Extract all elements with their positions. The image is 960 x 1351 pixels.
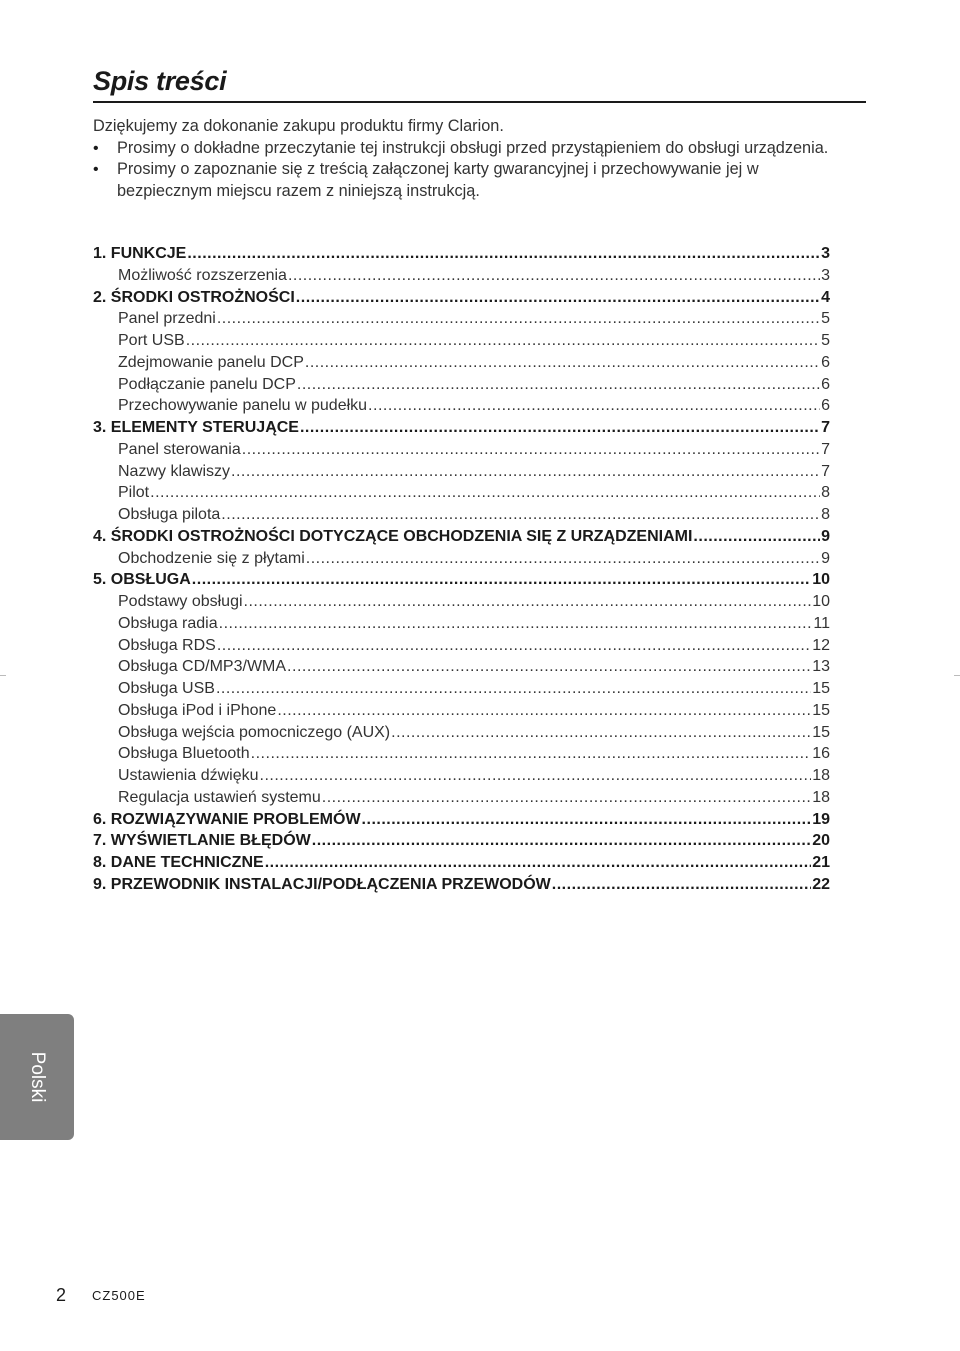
toc-leader-dots xyxy=(368,395,820,417)
toc-entry-title: Podstawy obsługi xyxy=(118,593,243,610)
toc-page-number: 7 xyxy=(821,462,830,480)
intro-bullets xyxy=(93,138,833,203)
toc-entry-title: 2. ŚRODKI OSTROŻNOŚCI xyxy=(93,288,295,306)
toc-leader-dots xyxy=(244,591,812,613)
toc-leader-dots xyxy=(186,330,820,352)
toc-entry-title: Obsługa RDS xyxy=(118,636,216,654)
toc-leader-dots xyxy=(187,243,820,265)
toc-page-number: 20 xyxy=(812,832,830,850)
toc-leader-dots xyxy=(216,678,811,700)
crop-mark-left xyxy=(0,675,6,676)
toc-chapter-entry xyxy=(93,830,830,852)
toc-leader-dots xyxy=(552,874,811,896)
toc-section-entry xyxy=(93,613,830,635)
toc-section-entry xyxy=(93,352,830,374)
toc-entry-title: Przechowywanie panelu w pudełku xyxy=(118,397,368,415)
toc-leader-dots xyxy=(192,569,811,591)
toc-chapter-entry xyxy=(93,852,830,874)
language-tab-label: Polski xyxy=(27,1051,48,1103)
toc-section-entry xyxy=(93,439,830,461)
toc-entry-title: 3. ELEMENTY STERUJĄCE xyxy=(93,419,299,436)
toc-entry-title: Regulacja ustawień systemu xyxy=(118,788,321,806)
toc-page-number: 5 xyxy=(821,310,830,328)
toc-entry-title: 4. ŚRODKI OSTROŻNOŚCI DOTYCZĄCE OBCHODZENIA SIĘ Z URZĄDZENIAMI xyxy=(93,527,693,545)
page-title: Spis treści xyxy=(93,66,227,96)
toc-page-number: 18 xyxy=(812,788,830,806)
toc-leader-dots xyxy=(362,809,812,831)
toc-page-number: 3 xyxy=(821,245,830,262)
toc-entry-title: Obsługa wejścia pomocniczego (AUX) xyxy=(118,723,391,741)
intro-section xyxy=(93,116,833,202)
toc-page-number: 10 xyxy=(812,571,830,589)
intro-thanks: Dziękujemy za dokonanie zakupu produktu firmy Clarion. xyxy=(93,117,504,135)
toc-entry-title: 8. DANE TECHNICZNE xyxy=(93,854,264,871)
toc-page-number: 3 xyxy=(821,266,830,284)
toc-page-number: 12 xyxy=(812,636,830,654)
toc-entry-title: Możliwość rozszerzenia xyxy=(118,266,287,284)
page-number: 2 xyxy=(56,1285,67,1305)
toc-page-number: 6 xyxy=(821,353,830,371)
toc-section-entry xyxy=(93,743,830,765)
toc-entry-title: Ustawienia dźwięku xyxy=(118,767,259,784)
toc-leader-dots xyxy=(221,504,820,526)
toc-page-number: 7 xyxy=(821,440,830,458)
toc-page-number: 10 xyxy=(812,593,830,610)
toc-chapter-entry xyxy=(93,526,830,548)
toc-section-entry xyxy=(93,308,830,330)
language-tab xyxy=(0,1014,74,1140)
intro-bullet: • Prosimy o zapoznanie się z treścią załączonej karty gwarancyjnej i przechowywanie jej w bezpiecznym miejscu razem z niniejszą instrukcją. xyxy=(93,159,833,202)
toc-section-entry xyxy=(93,548,830,570)
toc-entry-title: Zdejmowanie panelu DCP xyxy=(118,353,304,371)
toc-chapter-entry xyxy=(93,417,830,439)
toc-leader-dots xyxy=(296,287,820,309)
toc-section-entry xyxy=(93,330,830,352)
toc-page-number: 15 xyxy=(812,701,830,719)
toc-leader-dots xyxy=(231,461,820,483)
toc-page-number: 16 xyxy=(812,745,830,763)
toc-section-entry xyxy=(93,482,830,504)
toc-leader-dots xyxy=(287,656,811,678)
title-rule xyxy=(93,101,866,103)
toc-leader-dots xyxy=(260,765,812,787)
toc-section-entry xyxy=(93,395,830,417)
toc-entry-title: 9. PRZEWODNIK INSTALACJI/PODŁĄCZENIA PRZEWODÓW xyxy=(93,875,551,893)
toc-page-number: 15 xyxy=(812,680,830,697)
toc-section-entry xyxy=(93,765,830,787)
toc-page-number: 8 xyxy=(821,506,830,523)
toc-leader-dots xyxy=(217,635,811,657)
toc-entry-title: Obsługa USB xyxy=(118,680,215,697)
toc-leader-dots xyxy=(217,308,820,330)
toc-entry-title: Obsługa CD/MP3/WMA xyxy=(118,658,287,676)
toc-page-number: 19 xyxy=(812,810,830,828)
toc-page-number: 9 xyxy=(821,549,830,567)
toc-page-number: 21 xyxy=(812,854,830,871)
toc-leader-dots xyxy=(242,439,820,461)
toc-section-entry xyxy=(93,265,830,287)
toc-chapter-entry xyxy=(93,809,830,831)
toc-page-number: 6 xyxy=(821,375,830,393)
crop-mark-right xyxy=(954,675,960,676)
toc-section-entry xyxy=(93,700,830,722)
toc-page-number: 8 xyxy=(821,484,830,502)
toc-chapter-entry xyxy=(93,874,830,896)
toc-leader-dots xyxy=(306,548,820,570)
toc-entry-title: 7. WYŚWIETLANIE BŁĘDÓW xyxy=(93,832,311,850)
toc-entry-title: Pilot xyxy=(118,484,150,502)
toc-entry-title: Obsługa Bluetooth xyxy=(118,745,250,763)
toc-page-number: 6 xyxy=(821,397,830,415)
toc-page-number: 18 xyxy=(812,767,830,784)
toc-page-number: 5 xyxy=(821,332,830,349)
toc-section-entry xyxy=(93,374,830,396)
toc-leader-dots xyxy=(391,722,811,744)
toc-leader-dots xyxy=(265,852,812,874)
toc-leader-dots xyxy=(312,830,811,852)
toc-leader-dots xyxy=(288,265,820,287)
toc-entry-title: Obsługa radia xyxy=(118,614,218,632)
toc-entry-title: Podłączanie panelu DCP xyxy=(118,375,296,393)
toc-leader-dots xyxy=(219,613,813,635)
toc-section-entry xyxy=(93,591,830,613)
toc-leader-dots xyxy=(297,374,820,396)
toc-leader-dots xyxy=(693,526,820,548)
toc-leader-dots xyxy=(305,352,820,374)
toc-entry-title: Obsługa iPod i iPhone xyxy=(118,701,277,719)
toc-section-entry xyxy=(93,787,830,809)
toc-entry-title: Panel przedni xyxy=(118,310,216,328)
toc-page-number: 4 xyxy=(821,288,830,306)
toc-entry-title: Obchodzenie się z płytami xyxy=(118,549,305,567)
toc-section-entry xyxy=(93,722,830,744)
toc-section-entry xyxy=(93,461,830,483)
toc-page-number: 11 xyxy=(813,614,830,632)
toc-page-number: 9 xyxy=(821,527,830,545)
toc-chapter-entry xyxy=(93,243,830,265)
toc-page-number: 7 xyxy=(821,419,830,436)
toc-entry-title: Obsługa pilota xyxy=(118,506,221,523)
toc-section-entry xyxy=(93,678,830,700)
toc-entry-title: 1. FUNKCJE xyxy=(93,245,187,262)
toc-entry-title: 5. OBSŁUGA xyxy=(93,571,191,589)
toc-leader-dots xyxy=(277,700,811,722)
toc-section-entry xyxy=(93,656,830,678)
intro-bullet: • Prosimy o dokładne przeczytanie tej instrukcji obsługi przed przystąpieniem do obsługi urządzenia. xyxy=(93,138,833,160)
toc-leader-dots xyxy=(300,417,820,439)
model-name: CZ500E xyxy=(92,1288,146,1303)
toc-page-number: 13 xyxy=(812,658,830,676)
toc-entry-title: Nazwy klawiszy xyxy=(118,462,231,480)
toc-section-entry xyxy=(93,504,830,526)
toc-entry-title: Port USB xyxy=(118,332,185,349)
table-of-contents xyxy=(93,243,830,896)
toc-leader-dots xyxy=(251,743,812,765)
toc-entry-title: 6. ROZWIĄZYWANIE PROBLEMÓW xyxy=(93,810,361,828)
toc-leader-dots xyxy=(150,482,820,504)
toc-chapter-entry xyxy=(93,287,830,309)
toc-leader-dots xyxy=(322,787,811,809)
toc-page-number: 15 xyxy=(812,723,830,741)
toc-chapter-entry xyxy=(93,569,830,591)
toc-section-entry xyxy=(93,635,830,657)
toc-page-number: 22 xyxy=(812,875,830,893)
toc-entry-title: Panel sterowania xyxy=(118,440,241,458)
